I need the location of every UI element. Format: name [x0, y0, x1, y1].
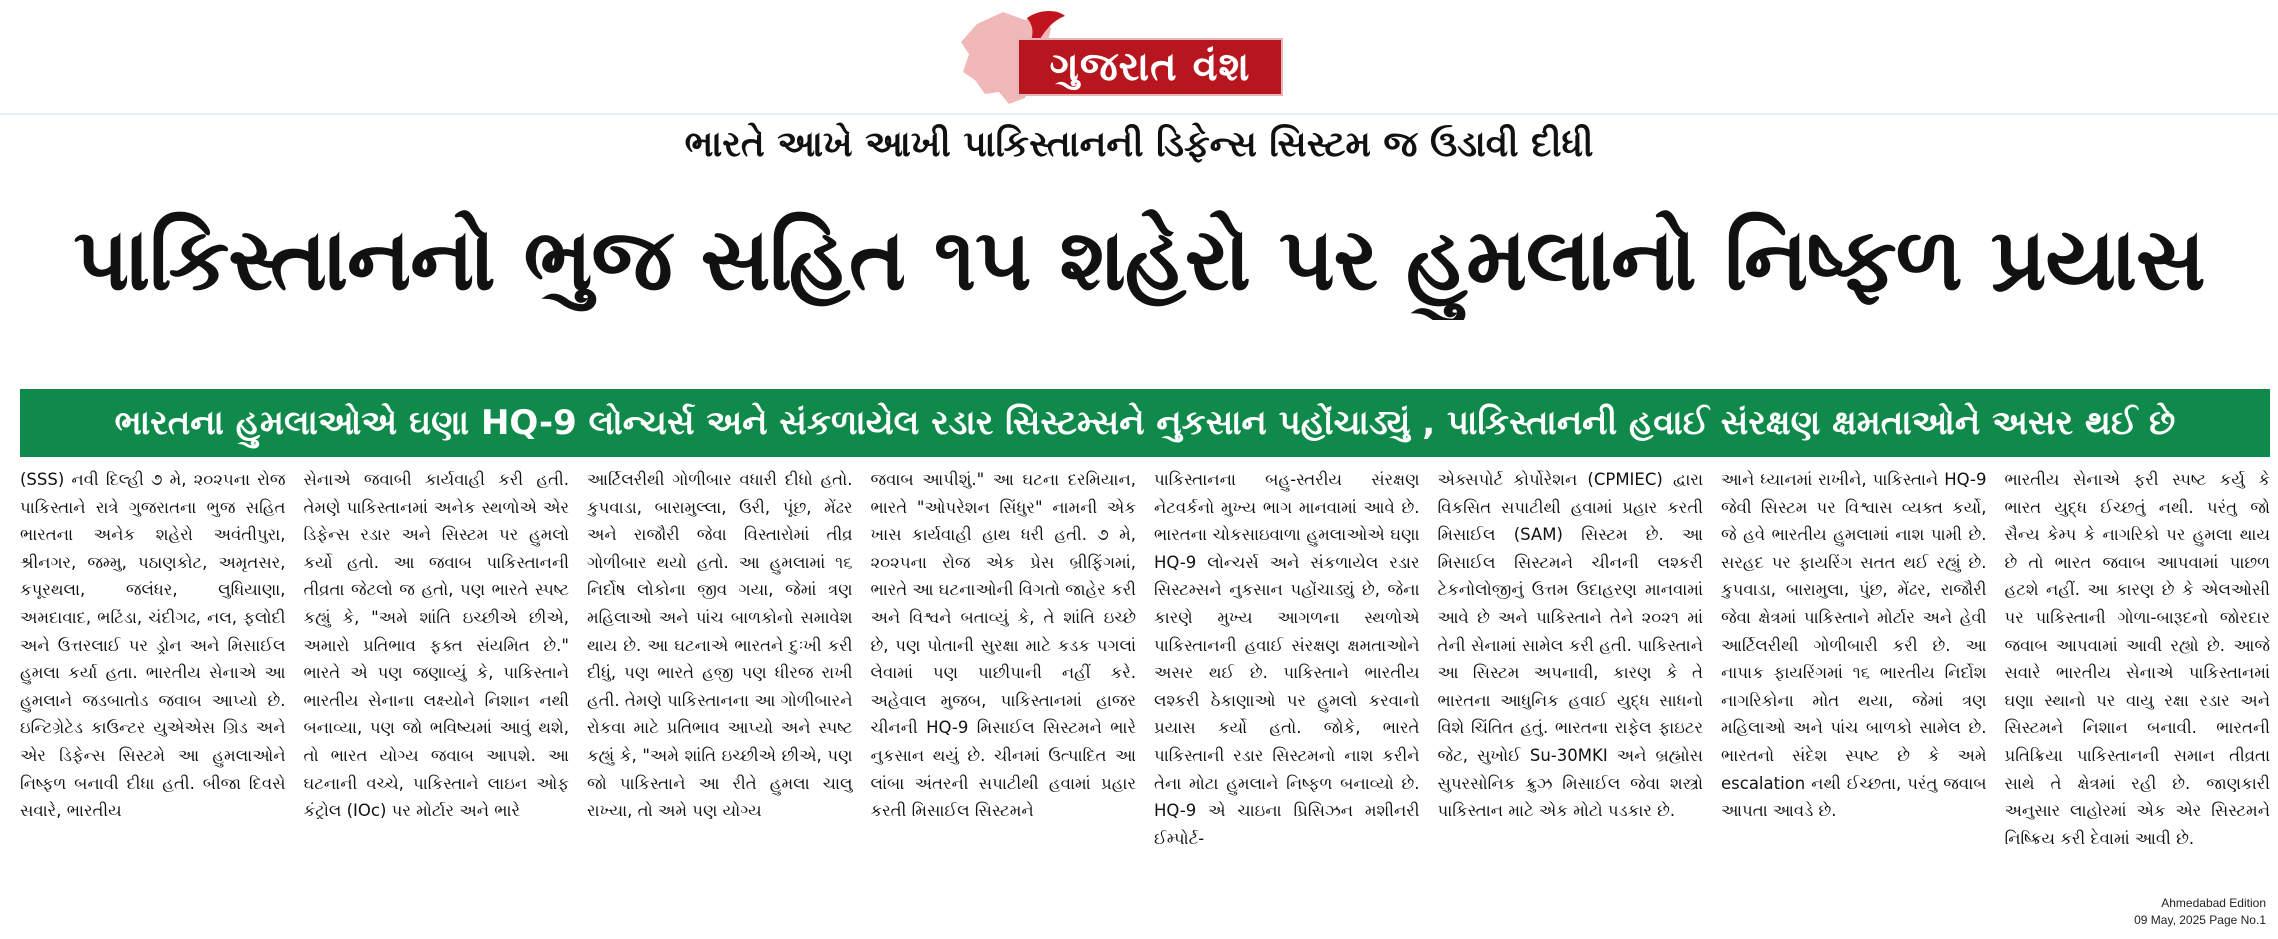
- top-divider: [0, 113, 2278, 115]
- article-column-6: એક્સપોર્ટ કોર્પોરેશન (CPMIEC) દ્વારા વિકસિત સપાટીથી હવામાં પ્રહાર કરતી મિસાઈલ (SAM) સિસ્ટમ છે. આ મિસાઈલ સિસ્ટમને ચીનની લશ્કરી ટેકનોલોજીનું ઉત્તમ ઉદાહરણ માનવામાં આવે છે અને પાકિસ્તાને તેને ૨૦૨૧ માં તેની સેનામાં સામેલ કરી હતી. પાકિસ્તાને આ સિસ્ટમ અપનાવી, કારણ કે તે ભારતના આધુનિક હવાઈ યુદ્ધ સાધનો વિશે ચિંતિત હતું. ભારતના રાફેલ ફાઇટર જેટ, સુખોઈ Su-30MKI અને બ્રહ્મોસ સુપરસોનિક ક્રુઝ મિસાઈલ જેવા શસ્ત્રો પાકિસ્તાન માટે એક મોટો પડકાર છે.: [1437, 470, 1703, 821]
- article-column-7: આને ધ્યાનમાં રાખીને, પાકિસ્તાને HQ-9 જેવી સિસ્ટમ પર વિશ્વાસ વ્યક્ત કર્યો, જે હવે ભારતીય હુમલામાં નાશ પામી છે. સરહદ પર ફાયરિંગ સતત થઈ રહ્યું છે. કુપવાડા, બારામુલા, પુંછ, મેંઢર, રાજૌરી જેવા ક્ષેત્રમાં પાકિસ્તાને મોર્ટાર અને હેવી આર્ટિલરીથી ગોળીબારી કરી છે. આ નાપાક ફાયરિંગમાં ૧૬ ભારતીય નિર્દોશ નાગરિકોના મોત થયા, જેમાં ત્રણ મહિલાઓ અને પાંચ બાળકો સામેલ છે. ભારતનો સંદેશ સ્પષ્ટ છે કે અમે escalation નથી ઈચ્છતા, પરંતુ જવાબ આપતા આવડે છે.: [1721, 470, 1987, 821]
- article-body: [20, 466, 2270, 878]
- main-headline: પાકિસ્તાનનો ભુજ સહિત ૧૫ શહેરો પર હુમલાનો નિષ્ફળ પ્રયાસ: [73, 210, 2205, 310]
- subheadline-banner: [20, 389, 2270, 457]
- masthead: [955, 6, 1321, 108]
- edition-footer: [2134, 895, 2266, 929]
- article-column-3: આર્ટિલરીથી ગોળીબાર વધારી દીધો હતો. કુપવાડા, બારામુલ્લા, ઉરી, પૂંછ, મેંઢર અને રાજૌરી જેવા વિસ્તારોમાં તીવ્ર ગોળીબાર થયો હતો. આ હુમલામાં ૧૬ નિર્દોષ લોકોના જીવ ગયા, જેમાં ત્રણ મહિલાઓ અને પાંચ બાળકોનો સમાવેશ થાય છે. આ ઘટનાએ ભારતને દુઃખી કરી દીધું, પણ ભારતે હજી પણ ધીરજ રાખી હતી. તેમણે પાકિસ્તાનના આ ગોળીબારને રોકવા માટે પ્રતિભાવ આપ્યો અને સ્પષ્ટ કહ્યું કે, "અમે શાંતિ ઇચ્છીએ છીએ, પણ જો પાકિસ્તાને આ રીતે હુમલા ચાલુ રાખ્યા, તો અમે પણ યોગ્ય: [587, 470, 853, 821]
- article-column-1: (SSS) નવી દિલ્હી ૭ મે, ૨૦૨૫ના રોજ પાકિસ્તાને રાત્રે ગુજરાતના ભુજ સહિત ભારતના અનેક શહેરો અવંતીપુરા, શ્રીનગર, જમ્મુ, પઠાણકોટ, અમૃતસર, કપૂરથલા, જલંધર, લુધિયાણા, અમદાવાદ, ભટિંડા, ચંદીગઢ, નલ, ફલોદી અને ઉત્તરલાઈ પર ડ્રોન અને મિસાઈલ હુમલા કર્યા હતા. ભારતીય સેનાએ આ હુમલાને જડબાતોડ જવાબ આપ્યો છે. ઇન્ટિગ્રેટેડ કાઉન્ટર યુએએસ ગ્રિડ અને એર ડિફેન્સ સિસ્ટમે આ હુમલાઓને નિષ્ફળ બનાવી દીધા હતી. બીજા દિવસે સવારે, ભારતીય: [20, 470, 286, 821]
- article-column-8: ભારતીય સેનાએ ફરી સ્પષ્ટ કર્યુ કે ભારત યુદ્ધ ઈચ્છતું નથી. પરંતુ જો સૈન્ય કેમ્પ કે નાગરિકો પર હુમલા થાય છે તો ભારત જવાબ આપવામાં પાછળ હટશે નહીં. આ કારણ છે કે એલઓસી પર પાકિસ્તાની ગોળા-બારૂદનો જોરદાર જવાબ આપવામાં આવી રહ્યો છે. આજે સવારે ભારતીય સેનાએ પાકિસ્તાનમાં ઘણા સ્થાનો પર વાયુ રક્ષા રડાર અને સિસ્ટમને નિશાન બનાવી. ભારતની પ્રતિક્રિયા પાકિસ્તાનની સમાન તીવ્રતા સાથે તે ક્ષેત્રમાં રહી છે. જાણકારી અનુસાર લાહોરમાં એક એર સિસ્ટમને નિષ્ક્રિય કરી દેવામાં આવી છે.: [2004, 470, 2270, 848]
- edition-label: Ahmedabad Edition: [2161, 896, 2266, 910]
- newspaper-logo: ગુજરાત વંશ: [1017, 38, 1283, 96]
- date-page-label: 09 May, 2025 Page No.1: [2134, 913, 2266, 927]
- article-column-4: જવાબ આપીશું." આ ઘટના દરમિયાન, ભારતે "ઓપરેશન સિંધુર" નામની એક ખાસ કાર્યવાહી હાથ ધરી હતી. ૭ મે, ૨૦૨૫ના રોજ એક પ્રેસ બ્રીફિંગમાં, ભારતે આ ઘટનાઓની વિગતો જાહેર કરી અને વિશ્વને બતાવ્યું કે, તે શાંતિ ઇચ્છે છે, પણ પોતાની સુરક્ષા માટે કડક પગલાં લેવામાં પણ પાછીપાની નહીં કરે. અહેવાલ મુજબ, પાકિસ્તાનમાં હાજર ચીનની HQ-9 મિસાઈલ સિસ્ટમને ભારે નુકસાન થયું છે. ચીનમાં ઉત્પાદિત આ લાંબા અંતરની સપાટીથી હવામાં પ્રહાર કરતી મિસાઈલ સિસ્ટમને: [870, 470, 1136, 821]
- article-column-5: પાકિસ્તાનના બહુ-સ્તરીય સંરક્ષણ નેટવર્કનો મુખ્ય ભાગ માનવામાં આવે છે. ભારતના ચોકસાઇવાળા હુમલાઓએ ઘણા HQ-9 લોન્ચર્સ અને સંકળાયેલ રડાર સિસ્ટમ્સને નુકસાન પહોંચાડ્યું છે, જેના કારણે મુખ્ય આગળના સ્થળોએ પાકિસ્તાનની હવાઈ સંરક્ષણ ક્ષમતાઓને અસર થઈ છે. પાકિસ્તાને ભારતીય લશ્કરી ઠેકાણાઓ પર હુમલો કરવાનો પ્રયાસ કર્યો હતો. જોકે, ભારતે પાકિસ્તાની રડાર સિસ્ટમનો નાશ કરીને તેના મોટા હુમલાને નિષ્ફળ બનાવ્યો છે. HQ-9 એ ચાઇના પ્રિસિઝન મશીનરી ઈમ્પોર્ટ-: [1154, 470, 1420, 848]
- subheadline-text: ભારતના હુમલાઓએ ઘણા HQ-9 લોન્ચર્સ અને સંકળાયેલ રડાર સિસ્ટમ્સને નુકસાન પહોંચાડ્યું , પાકિસ્તાનની હવાઈ સંરક્ષણ ક્ષમતાઓને અસર થઈ છે: [114, 403, 2176, 443]
- article-column-2: સેનાએ જવાબી કાર્યવાહી કરી હતી. તેમણે પાકિસ્તાનમાં અનેક સ્થળોએ એર ડિફેન્સ રડાર અને સિસ્ટમ પર હુમલો કર્યો હતો. આ જવાબ પાકિસ્તાનની તીવ્રતા જેટલો જ હતો, પણ ભારતે સ્પષ્ટ કહ્યું કે, "અમે શાંતિ ઇચ્છીએ છીએ, અમારો પ્રતિભાવ ફક્ત સંયમિત છે." ભારતે એ પણ જણાવ્યું કે, પાકિસ્તાને ભારતીય સેનાના લક્ષ્યોને નિશાન નથી બનાવ્યા, પણ જો ભવિષ્યમાં આવું થશે, તો ભારત યોગ્ય જવાબ આપશે. આ ઘટનાની વચ્ચે, પાકિસ્તાને લાઇન ઓફ કંટ્રોલ (IOc) પર મોર્ટાર અને ભારે: [303, 470, 569, 821]
- kicker-headline: ભારતે આખે આખી પાકિસ્તાનની ડિફેન્સ સિસ્ટમ જ ઉડાવી દીધી: [684, 124, 1594, 165]
